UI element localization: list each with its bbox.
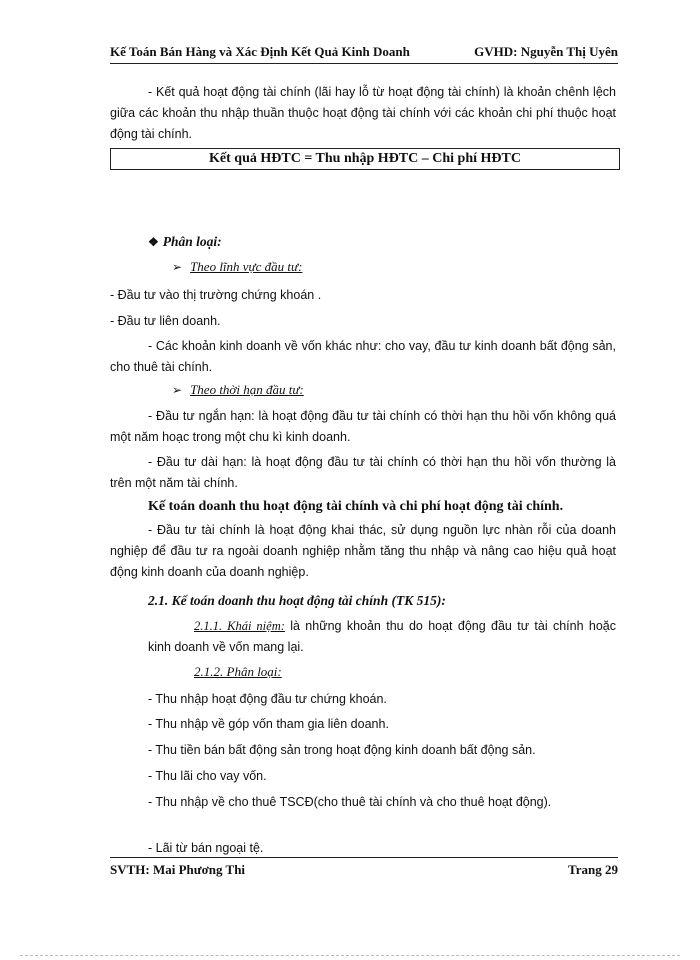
section-2-1-2-heading bbox=[194, 664, 282, 680]
section-2-1-1-text: là những khoản thu do hoạt động đầu tư tài chính hoặc kinh doanh về vốn mang lại. bbox=[148, 619, 616, 654]
section-2-1-title: 2.1. Kế toán doanh thu hoạt động tài chính (TK 515): bbox=[148, 593, 446, 608]
by-term-label: Theo thời hạn đầu tư: bbox=[190, 382, 304, 397]
term-item-2: - Đầu tư dài hạn: là hoạt động đầu tư tài chính có thời hạn thu hồi vốn thường là trên một năm tài chính. bbox=[110, 455, 616, 490]
page-footer bbox=[110, 862, 618, 878]
header-rule bbox=[110, 63, 618, 64]
term-item-1: - Đầu tư ngắn hạn: là hoạt động đầu tư tài chính có thời hạn thu hồi vốn không quá một năm hoạc trong một chu kì kinh doanh. bbox=[110, 409, 616, 444]
page-header bbox=[110, 44, 618, 60]
section-2-paragraph: - Đầu tư tài chính là hoạt động khai thác, sử dụng nguồn lực nhàn rỗi của doanh nghiệp để đầu tư ra ngoài doanh nghiệp nhằm tăng thu nhập và nâng cao hiệu quả hoạt động kinh doanh của doanh nghiệp. bbox=[110, 523, 616, 579]
revenue-item-6: - Lãi từ bán ngoại tệ. bbox=[148, 841, 264, 855]
section-2-1-1-label: 2.1.1. Khái niệm: bbox=[194, 619, 285, 633]
revenue-item-1: - Thu nhập hoạt động đầu tư chứng khoán. bbox=[148, 692, 387, 706]
classification-heading bbox=[148, 234, 222, 250]
header-advisor: GVHD: Nguyễn Thị Uyên bbox=[474, 44, 618, 59]
field-item-3: - Các khoản kinh doanh về vốn khác như: cho vay, đầu tư kinh doanh bất động sản, cho thuê tài chính. bbox=[110, 339, 616, 374]
classification-label: Phân loại: bbox=[162, 234, 222, 249]
by-field-label: Theo lĩnh vực đầu tư: bbox=[190, 259, 303, 274]
field-item-1: - Đầu tư vào thị trường chứng khoán . bbox=[110, 288, 322, 302]
revenue-item-2: - Thu nhập về góp vốn tham gia liên doanh. bbox=[148, 717, 389, 731]
page-break-rule bbox=[20, 955, 680, 956]
header-title: Kế Toán Bán Hàng và Xác Định Kết Quả Kinh Doanh bbox=[110, 44, 410, 59]
section-2-1-1-paragraph bbox=[148, 616, 616, 658]
revenue-item-5: - Thu nhập về cho thuê TSCĐ(cho thuê tài chính và cho thuê hoạt động). bbox=[148, 795, 552, 809]
arrow-bullet-icon: ➢ bbox=[172, 383, 183, 397]
formula-box: Kết quả HĐTC = Thu nhập HĐTC – Chi phí HĐTC bbox=[110, 148, 620, 170]
diamond-bullet-icon: ❖ bbox=[148, 235, 159, 249]
subheading-by-term bbox=[172, 382, 304, 398]
field-item-2: - Đầu tư liên doanh. bbox=[110, 314, 221, 328]
intro-paragraph: - Kết quả hoạt động tài chính (lãi hay lỗ từ hoạt động tài chính) là khoản chênh lệch giữa các khoản thu nhập thuần thuộc hoạt động tài chính với các khoản chi phí thuộc hoạt động tài chính. bbox=[110, 85, 616, 141]
section-2-1-2-label: 2.1.2. Phân loại: bbox=[194, 664, 282, 679]
revenue-item-3: - Thu tiền bán bất động sản trong hoạt động kinh doanh bất động sản. bbox=[148, 743, 536, 757]
subheading-by-field bbox=[172, 259, 302, 275]
arrow-bullet-icon: ➢ bbox=[172, 260, 183, 274]
revenue-item-4: - Thu lãi cho vay vốn. bbox=[148, 769, 267, 783]
footer-rule bbox=[110, 857, 618, 858]
page-number: Trang 29 bbox=[568, 862, 618, 877]
footer-student: SVTH: Mai Phương Thi bbox=[110, 862, 246, 877]
section-2-title: Kế toán doanh thu hoạt động tài chính và chi phí hoạt động tài chính. bbox=[148, 499, 564, 514]
